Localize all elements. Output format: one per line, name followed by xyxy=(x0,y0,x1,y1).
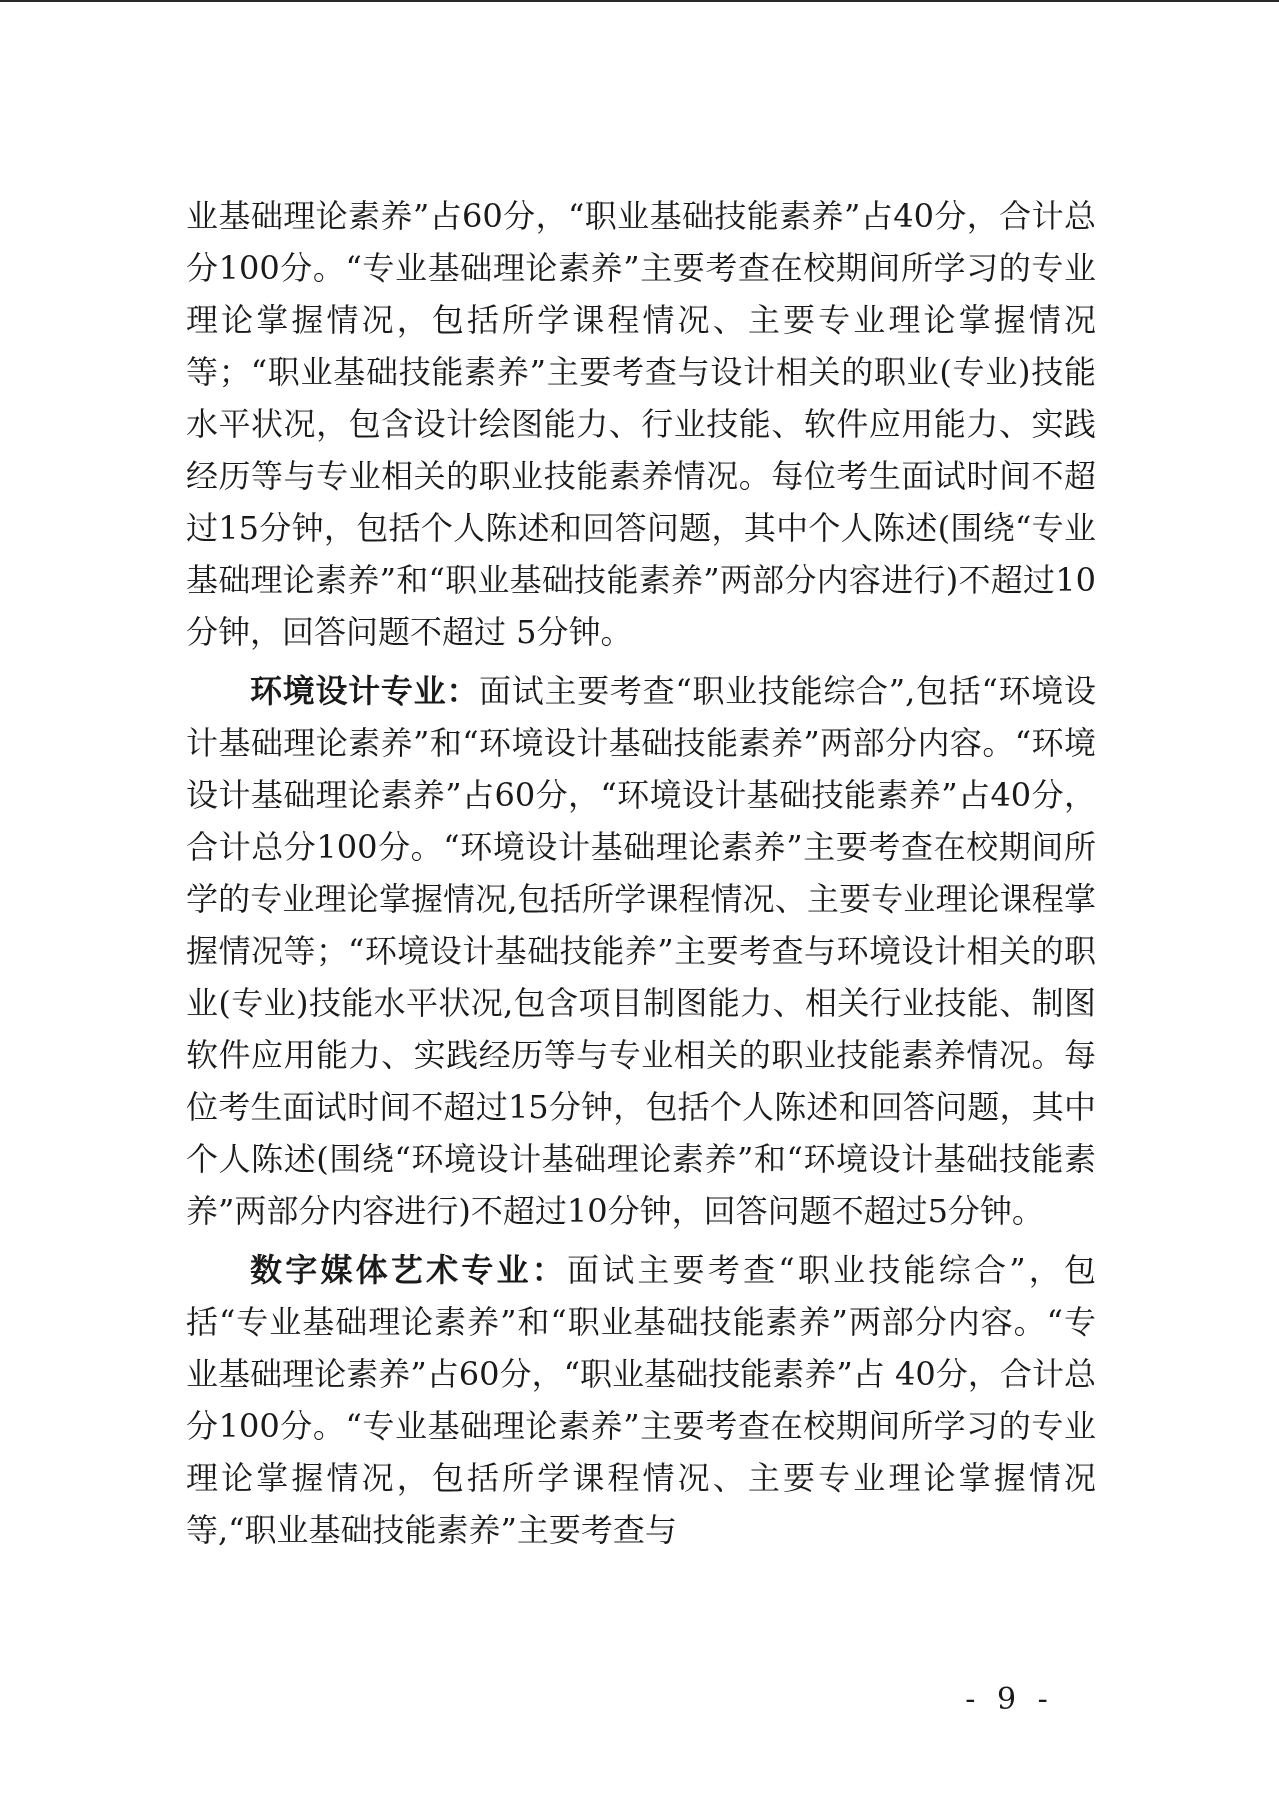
paragraph-continued-section xyxy=(186,190,1096,658)
paragraph-text: 面试主要考查“职业技能综合”，包括“专业基础理论素养”和“职业基础技能素养”两部分内容。“专业基础理论素养”占60分，“职业基础技能素养”占 40分，合计总分100分。“专业基础理论素养”主要考查在校期间所学习的专业理论掌握情况，包括所学课程情况、主要专业理论掌握情况等,“职业基础技能素养”主要考查与 xyxy=(186,1251,1096,1549)
page-number: - 9 - xyxy=(965,1682,1054,1717)
paragraph-text: 面试主要考查“职业技能综合”,包括“环境设计基础理论素养”和“环境设计基础技能素养”两部分内容。“环境设计基础理论素养”占60分，“环境设计基础技能素养”占40分，合计总分100分。“环境设计基础理论素养”主要考查在校期间所学的专业理论掌握情况,包括所学课程情况、主要专业理论课程掌握情况等；“环境设计基础技能养”主要考查与环境设计相关的职业(专业)技能水平状况,包含项目制图能力、相关行业技能、制图软件应用能力、实践经历等与专业相关的职业技能素养情况。每位考生面试时间不超过15分钟，包括个人陈述和回答问题，其中个人陈述(围绕“环境设计基础理论素养”和“环境设计基础技能素养”两部分内容进行)不超过10分钟，回答问题不超过5分钟。 xyxy=(186,672,1096,1230)
paragraph-digital-media-art xyxy=(186,1244,1096,1556)
document-body xyxy=(186,190,1096,1556)
section-heading-digital-media-art: 数字媒体艺术专业： xyxy=(250,1251,567,1289)
section-heading-environment-design: 环境设计专业： xyxy=(250,672,480,710)
page-top-edge-line xyxy=(0,0,1279,2)
paragraph-environment-design xyxy=(186,665,1096,1237)
paragraph-text: 业基础理论素养”占60分，“职业基础技能素养”占40分，合计总分100分。“专业基础理论素养”主要考查在校期间所学习的专业理论掌握情况，包括所学课程情况、主要专业理论掌握情况等；“职业基础技能素养”主要考查与设计相关的职业(专业)技能水平状况，包含设计绘图能力、行业技能、软件应用能力、实践经历等与专业相关的职业技能素养情况。每位考生面试时间不超过15分钟，包括个人陈述和回答问题，其中个人陈述(围绕“专业基础理论素养”和“职业基础技能素养”两部分内容进行)不超过10分钟，回答问题不超过 5分钟。 xyxy=(186,197,1096,651)
